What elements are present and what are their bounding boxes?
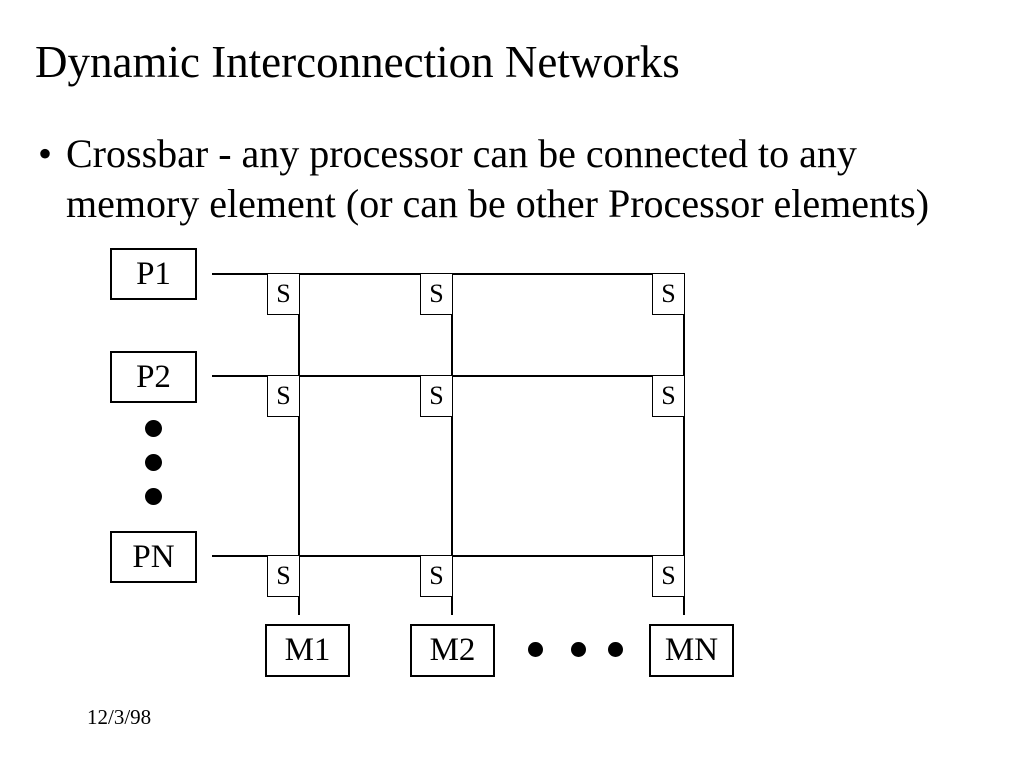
- switch-label: S: [661, 561, 676, 590]
- switch-box-r1c2: [420, 273, 453, 315]
- processor-label-p1: P1: [136, 255, 171, 292]
- processor-label-p2: P2: [136, 358, 171, 395]
- switch-box-r2c1: [267, 375, 300, 417]
- switch-label: S: [429, 381, 444, 410]
- vertical-ellipsis-dot: [145, 420, 162, 437]
- switch-label: S: [661, 381, 676, 410]
- processor-box-pn: [110, 531, 197, 583]
- horizontal-ellipsis-dot: [608, 642, 623, 657]
- processor-label-pn: PN: [132, 538, 175, 575]
- switch-label: S: [276, 561, 291, 590]
- switch-box-r1c1: [267, 273, 300, 315]
- switch-box-r2c2: [420, 375, 453, 417]
- processor-box-p1: [110, 248, 197, 300]
- memory-label-m2: M2: [429, 632, 476, 668]
- switch-label: S: [429, 279, 444, 308]
- memory-label-mn: MN: [664, 632, 719, 668]
- switch-label: S: [276, 381, 291, 410]
- processor-box-p2: [110, 351, 197, 403]
- memory-box-m2: [410, 624, 495, 677]
- switch-label: S: [429, 561, 444, 590]
- slide-date: 12/3/98: [87, 705, 152, 729]
- switch-label: S: [276, 279, 291, 308]
- switch-label: S: [661, 279, 676, 308]
- switch-box-r3c1: [267, 555, 300, 597]
- vertical-ellipsis-dot: [145, 454, 162, 471]
- horizontal-ellipsis-dot: [571, 642, 586, 657]
- switch-box-r2c3: [652, 375, 685, 417]
- vertical-ellipsis-dot: [145, 488, 162, 505]
- slide-title: Dynamic Interconnection Networks: [35, 37, 680, 87]
- switch-box-r1c3: [652, 273, 685, 315]
- bullet-marker: •: [38, 131, 53, 176]
- memory-box-mn: [649, 624, 734, 677]
- bullet-text: Crossbar - any processor can be connected to any memory element (or can be other Processor elements): [66, 131, 930, 226]
- memory-label-m1: M1: [284, 632, 331, 668]
- switch-box-r3c3: [652, 555, 685, 597]
- switch-box-r3c2: [420, 555, 453, 597]
- memory-box-m1: [265, 624, 350, 677]
- horizontal-ellipsis-dot: [528, 642, 543, 657]
